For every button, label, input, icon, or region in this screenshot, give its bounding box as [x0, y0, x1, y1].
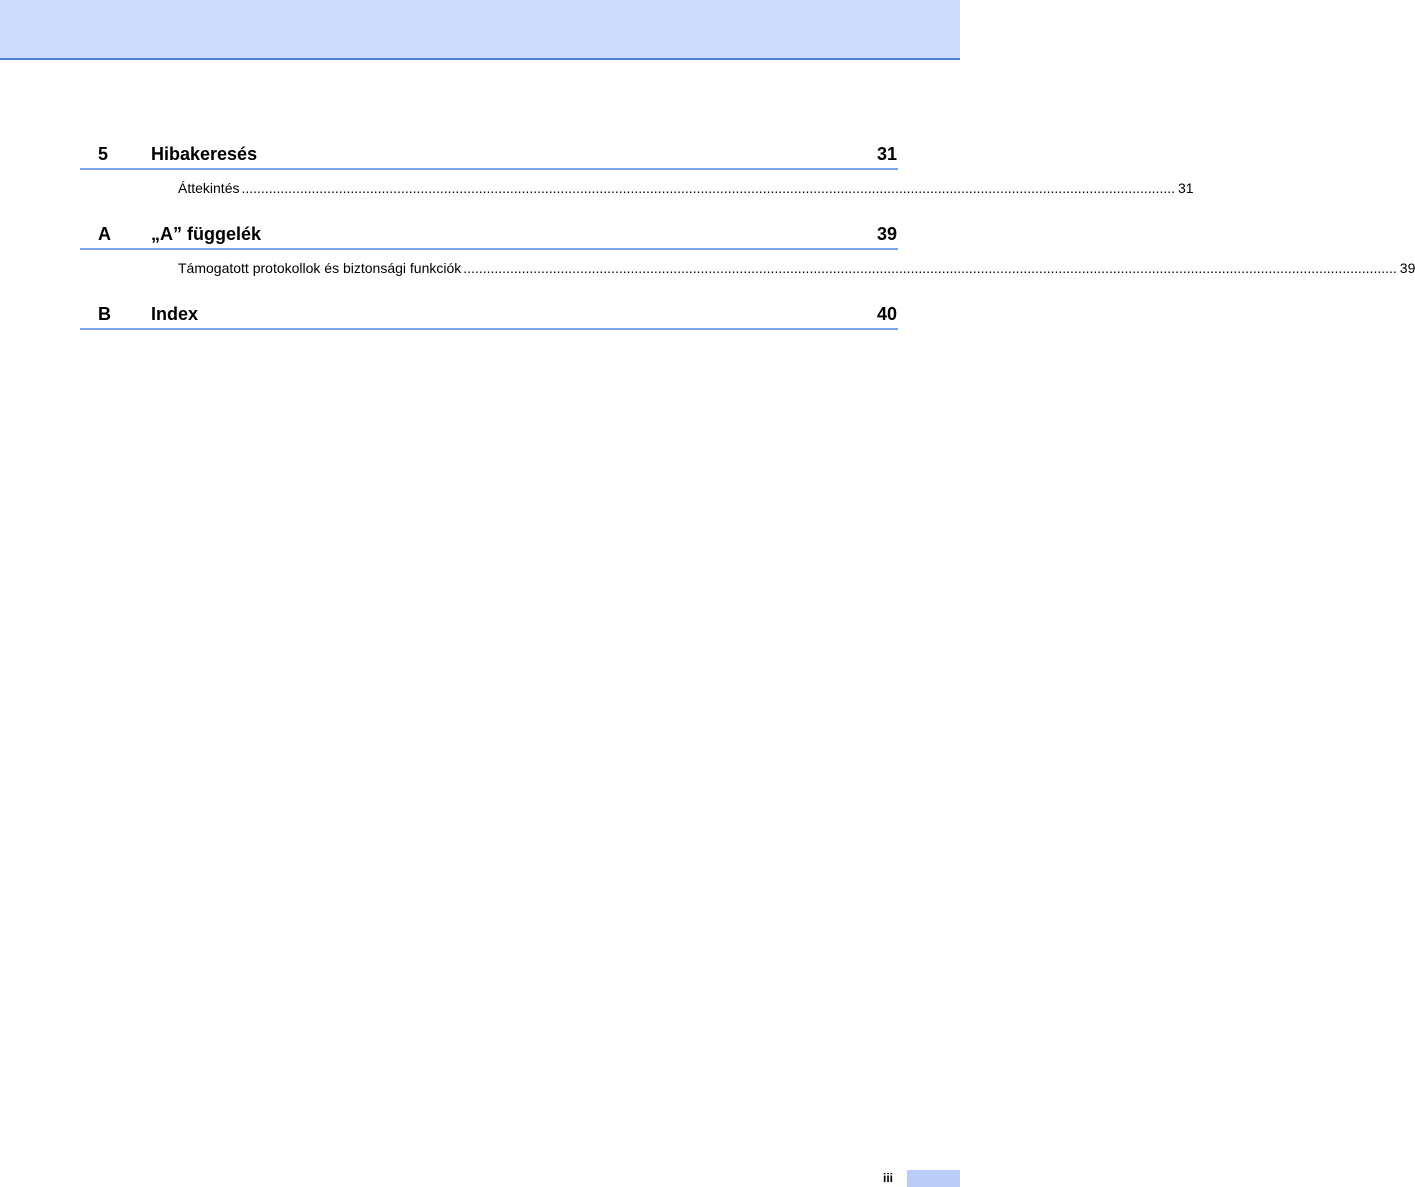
toc-chapter-5[interactable]	[80, 138, 898, 170]
chapter-number: A	[98, 224, 111, 244]
entry-title: Támogatott protokollok és biztonsági funkciók	[178, 260, 462, 276]
toc-chapter-a[interactable]	[80, 218, 898, 250]
toc-chapter-b[interactable]	[80, 298, 898, 330]
dot-leader: ................................................................................................................................................................................................................................................	[241, 180, 1175, 196]
toc-entry[interactable]	[178, 174, 1194, 196]
chapter-page-number: 31	[876, 144, 897, 164]
footer-tab	[907, 1170, 960, 1187]
spacer	[80, 196, 898, 218]
header-band	[0, 0, 960, 60]
chapter-page-number: 39	[876, 224, 897, 244]
dot-leader: ................................................................................................................................................................................................................................................	[463, 260, 1397, 276]
chapter-title: „A” függelék	[151, 224, 262, 244]
entry-title: Áttekintés	[178, 180, 240, 196]
chapter-title: Index	[151, 304, 199, 324]
chapter-page-number: 40	[876, 304, 897, 324]
page-number-label: iii	[883, 1171, 894, 1185]
chapter-number: 5	[98, 144, 109, 164]
chapter-title: Hibakeresés	[151, 144, 258, 164]
toc-entry[interactable]	[178, 254, 1415, 276]
entry-page-number: 39	[1397, 260, 1415, 276]
entry-page-number: 31	[1175, 180, 1194, 196]
spacer	[80, 276, 898, 298]
chapter-number: B	[98, 304, 111, 324]
table-of-contents	[80, 138, 1415, 330]
